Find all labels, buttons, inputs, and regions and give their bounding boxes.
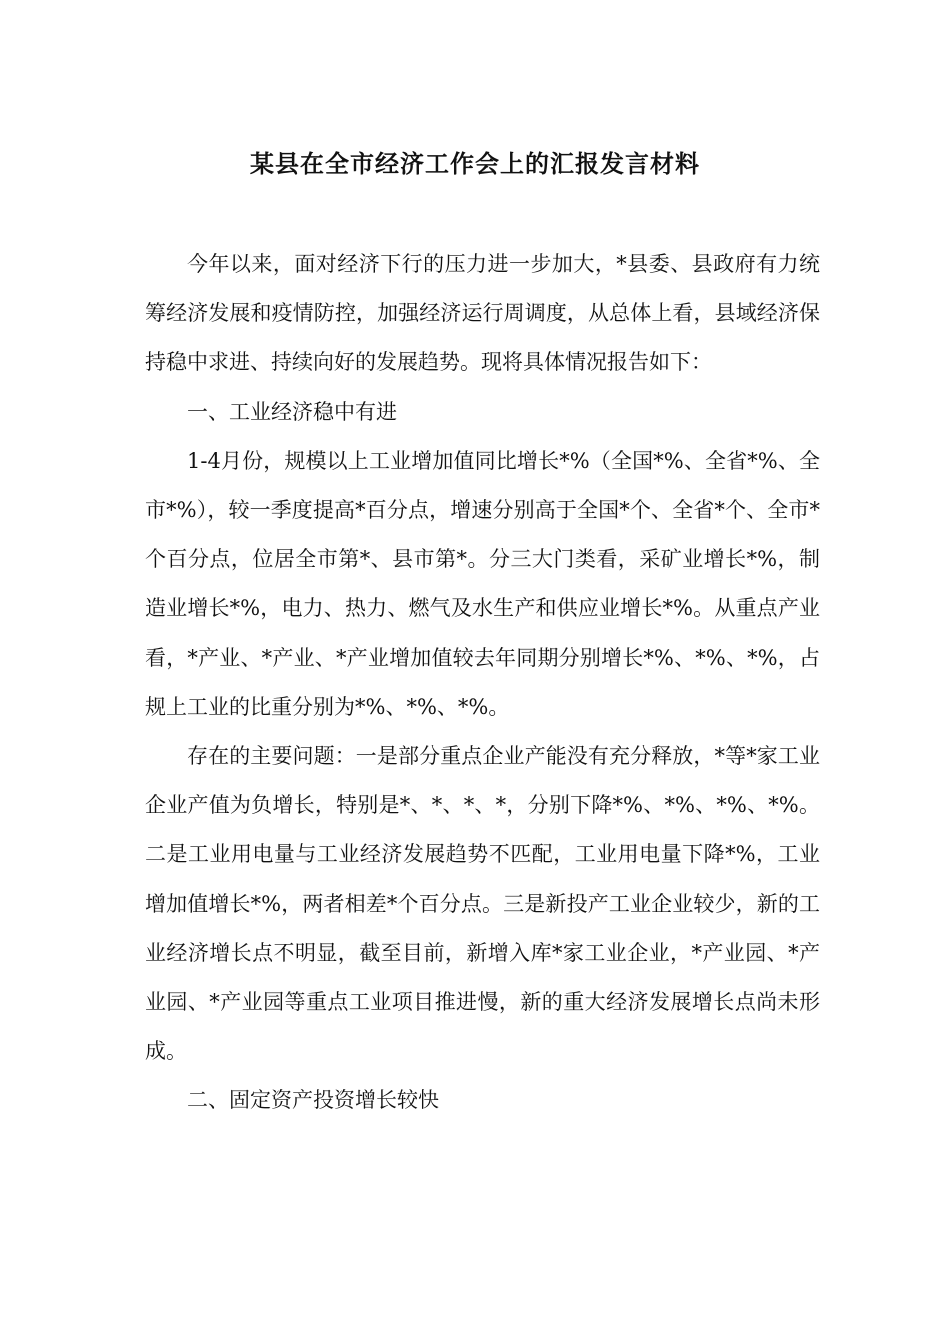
problems-paragraph: 存在的主要问题：一是部分重点企业产能没有充分释放，*等*家工业企业产值为负增长，特别是*、*、*、*，分别下降*%、*%、*%、*%。二是工业用电量与工业经济发展趋势不匹配，工业用电量下降*%，工业增加值增长*%，两者相差*个百分点。三是新投产工业企业较少，新的工业经济增长点不明显，截至目前，新增入库*家工业企业，*产业园、*产业园、*产业园等重点工业项目推进慢，新的重大经济发展增长点尚未形成。 bbox=[145, 744, 820, 1064]
industry-data-paragraph: 1-4月份，规模以上工业增加值同比增长*%（全国*%、全省*%、全市*%），较一季度提高*百分点，增速分别高于全国*个、全省*个、全市*个百分点，位居全市第*、县市第*。分三大门类看，采矿业增长*%，制造业增长*%，电力、热力、燃气及水生产和供应业增长*%。从重点产业看，*产业、*产业、*产业增加值较去年同期分别增长*%、*%、*%，占规上工业的比重分别为*%、*%、*%。 bbox=[145, 448, 820, 719]
document-body bbox=[145, 240, 820, 1126]
section-heading-investment: 二、固定资产投资增长较快 bbox=[187, 1088, 439, 1113]
intro-paragraph: 今年以来，面对经济下行的压力进一步加大，*县委、县政府有力统筹经济发展和疫情防控，加强经济运行周调度，从总体上看，县域经济保持稳中求进、持续向好的发展趋势。现将具体情况报告如下： bbox=[145, 252, 820, 375]
section-heading-industry: 一、工业经济稳中有进 bbox=[187, 399, 397, 424]
document-title: 某县在全市经济工作会上的汇报发言材料 bbox=[250, 149, 700, 178]
